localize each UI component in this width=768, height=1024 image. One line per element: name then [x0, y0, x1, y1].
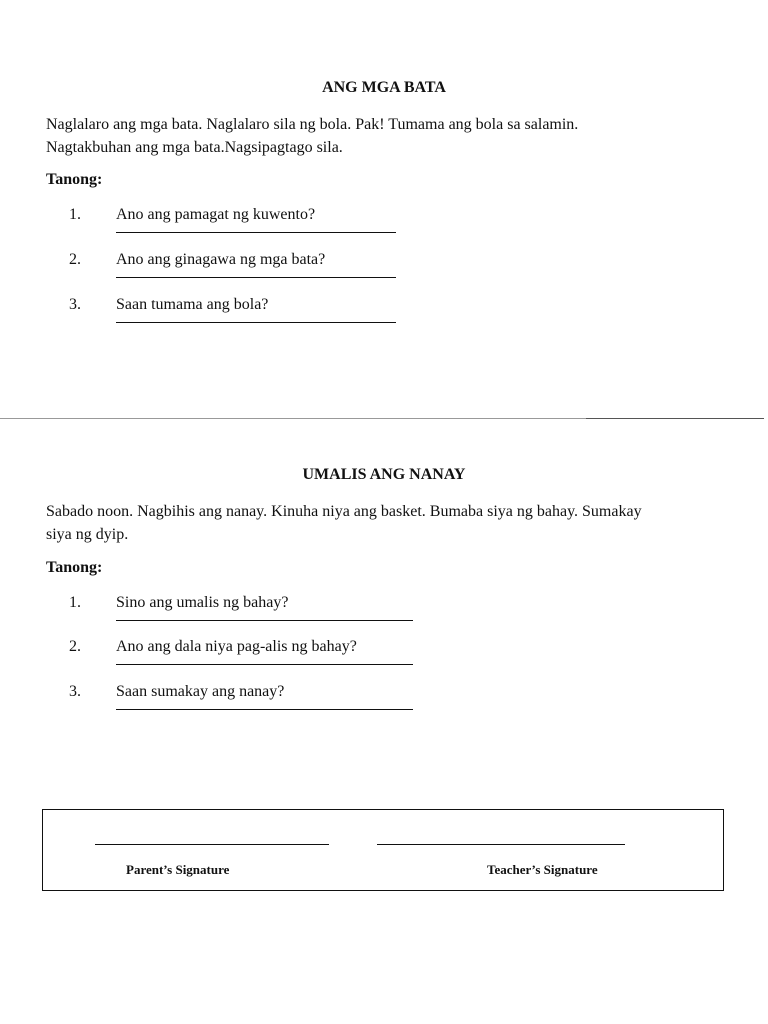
- story1-tanong-label: Tanong:: [46, 171, 103, 188]
- parent-signature-label: Parent’s Signature: [126, 862, 230, 877]
- story2-title: UMALIS ANG NANAY: [302, 466, 466, 483]
- story1-paragraph-line: Naglalaro ang mga bata. Naglalaro sila ng bola. Pak! Tumama ang bola sa salamin.: [46, 116, 579, 133]
- answer-line[interactable]: [116, 709, 413, 710]
- story1-title: ANG MGA BATA: [322, 79, 446, 96]
- story2-tanong-label: Tanong:: [46, 559, 103, 576]
- story2-paragraph-line: siya ng dyip.: [46, 526, 129, 543]
- question-text: Saan tumama ang bola?: [116, 296, 269, 313]
- teacher-signature-label: Teacher’s Signature: [487, 862, 598, 877]
- question-text: Sino ang umalis ng bahay?: [116, 594, 289, 611]
- cut-separator-line: [0, 418, 586, 419]
- question-number: 3.: [69, 683, 81, 700]
- question-text: Saan sumakay ang nanay?: [116, 683, 285, 700]
- story1-paragraph: [46, 113, 736, 159]
- parent-signature-line[interactable]: [95, 844, 329, 845]
- question-number: 3.: [69, 296, 81, 313]
- teacher-signature-line[interactable]: [377, 844, 625, 845]
- cut-separator-line-end: [586, 418, 764, 419]
- answer-line[interactable]: [116, 277, 396, 278]
- answer-line[interactable]: [116, 620, 413, 621]
- question-number: 2.: [69, 251, 81, 268]
- question-number: 1.: [69, 206, 81, 223]
- question-number: 1.: [69, 594, 81, 611]
- answer-line[interactable]: [116, 322, 396, 323]
- answer-line[interactable]: [116, 664, 413, 665]
- story1-paragraph-line: Nagtakbuhan ang mga bata.Nagsipagtago sila.: [46, 139, 343, 156]
- question-text: Ano ang ginagawa ng mga bata?: [116, 251, 326, 268]
- story2-paragraph-line: Sabado noon. Nagbihis ang nanay. Kinuha niya ang basket. Bumaba siya ng bahay. Sumakay: [46, 503, 642, 520]
- question-text: Ano ang dala niya pag-alis ng bahay?: [116, 638, 357, 655]
- question-text: Ano ang pamagat ng kuwento?: [116, 206, 316, 223]
- question-number: 2.: [69, 638, 81, 655]
- story2-paragraph: [46, 500, 736, 546]
- answer-line[interactable]: [116, 232, 396, 233]
- signature-box: [42, 809, 724, 891]
